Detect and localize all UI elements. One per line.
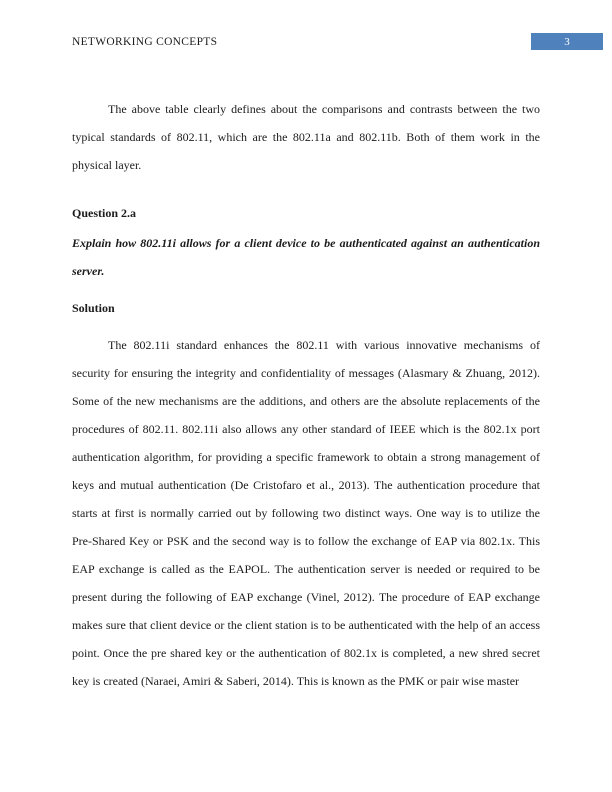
page-number: 3 [564, 35, 570, 48]
page-header [72, 33, 603, 50]
question-text: Explain how 802.11i allows for a client device to be authenticated against an authentication server. [72, 236, 540, 278]
document-body [72, 95, 540, 695]
solution-paragraph: The 802.11i standard enhances the 802.11 with various innovative mechanisms of security for ensuring the integrity and confidentiality of messages (Alasmary & Zhuang, 2012). Some of the new mechanisms are the additions, and others are the absolute replacements of the procedures of 802.11. 802.11i also allows any other standard of IEEE which is the 802.1x port authentication algorithm, for providing a specific framework to obtain a strong management of keys and mutual authentication (De Cristofaro et al., 2013). The authentication procedure that starts at first is normally carried out by following two distinct ways. One way is to utilize the Pre-Shared Key or PSK and the second way is to follow the exchange of EAP via 802.1x. This EAP exchange is called as the EAPOL. The authentication server is needed or required to be present during the following of EAP exchange (Vinel, 2012). The procedure of EAP exchange makes sure that client device or the client station is to be authenticated with the help of an access point. Once the pre shared key or the authentication of 802.1x is completed, a new shred secret key is created (Naraei, Amiri & Saberi, 2014). This is known as the PMK or pair wise master [72, 338, 540, 688]
solution-heading: Solution [72, 301, 115, 315]
running-head-title: NETWORKING CONCEPTS [72, 36, 218, 48]
page-number-badge [531, 33, 603, 50]
question-heading: Question 2.a [72, 206, 137, 220]
intro-paragraph: The above table clearly defines about the comparisons and contrasts between the two typical standards of 802.11, which are the 802.11a and 802.11b. Both of them work in the physical layer. [72, 102, 540, 172]
